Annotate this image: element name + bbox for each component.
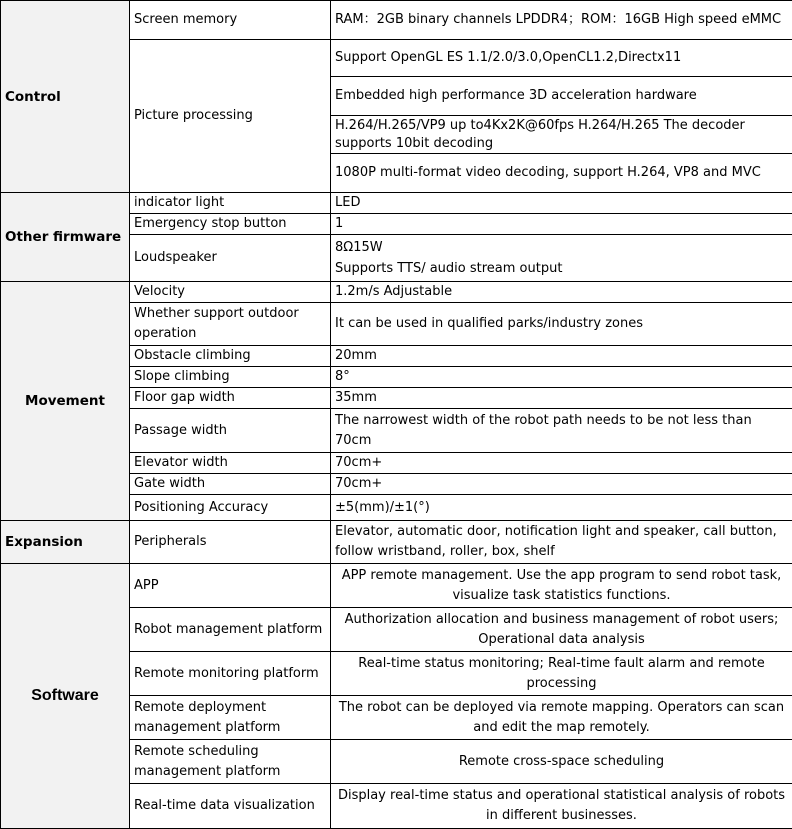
row-value-emergency-stop: 1 xyxy=(331,214,792,235)
row-value-remote-scheduling: Remote cross-space scheduling xyxy=(331,740,792,784)
table-row xyxy=(1,193,792,214)
table-row xyxy=(1,521,792,564)
section-movement: Movement xyxy=(1,282,130,521)
section-software: Software xyxy=(1,564,130,829)
row-value-obstacle: 20mm xyxy=(331,346,792,367)
row-value-elevator: 70cm+ xyxy=(331,453,792,474)
row-value-picture-processing-2: Embedded high performance 3D acceleration hardware xyxy=(331,77,792,116)
row-label-indicator-light: indicator light xyxy=(130,193,331,214)
loudspeaker-output: Supports TTS/ audio stream output xyxy=(335,261,563,276)
row-value-velocity: 1.2m/s Adjustable xyxy=(331,282,792,303)
row-value-gate: 70cm+ xyxy=(331,474,792,495)
section-other-firmware: Other firmware xyxy=(1,193,130,282)
row-value-screen-memory: RAM：2GB binary channels LPDDR4；ROM：16GB High speed eMMC xyxy=(331,1,792,40)
row-label-obstacle: Obstacle climbing xyxy=(130,346,331,367)
row-label-elevator: Elevator width xyxy=(130,453,331,474)
row-label-app: APP xyxy=(130,564,331,608)
row-value-picture-processing-1: Support OpenGL ES 1.1/2.0/3.0,OpenCL1.2,Directx11 xyxy=(331,40,792,77)
row-label-remote-deployment: Remote deployment management platform xyxy=(130,696,331,740)
loudspeaker-power: 8Ω15W xyxy=(335,240,383,255)
row-value-floor-gap: 35mm xyxy=(331,388,792,409)
row-value-realtime-viz: Display real-time status and operational statistical analysis of robots in different businesses. xyxy=(331,784,792,829)
row-value-positioning: ±5(mm)/±1(°) xyxy=(331,495,792,521)
row-value-loudspeaker xyxy=(331,235,792,282)
row-label-passage: Passage width xyxy=(130,409,331,453)
row-value-indicator-light: LED xyxy=(331,193,792,214)
row-value-picture-processing-3: H.264/H.265/VP9 up to4Kx2K@60fps H.264/H.265 The decoder supports 10bit decoding xyxy=(331,116,792,154)
row-value-robot-mgmt: Authorization allocation and business management of robot users; Operational data analysis xyxy=(331,608,792,652)
row-label-gate: Gate width xyxy=(130,474,331,495)
row-value-passage: The narrowest width of the robot path needs to be not less than 70cm xyxy=(331,409,792,453)
row-label-outdoor: Whether support outdoor operation xyxy=(130,303,331,346)
section-expansion: Expansion xyxy=(1,521,130,564)
row-value-app: APP remote management. Use the app program to send robot task, visualize task statistics functions. xyxy=(331,564,792,608)
row-label-remote-scheduling: Remote scheduling management platform xyxy=(130,740,331,784)
row-label-remote-monitoring: Remote monitoring platform xyxy=(130,652,331,696)
section-control: Control xyxy=(1,1,130,193)
row-label-peripherals: Peripherals xyxy=(130,521,331,564)
table-row xyxy=(1,564,792,608)
row-label-floor-gap: Floor gap width xyxy=(130,388,331,409)
row-value-remote-deployment: The robot can be deployed via remote mapping. Operators can scan and edit the map remotely. xyxy=(331,696,792,740)
row-value-slope: 8° xyxy=(331,367,792,388)
row-label-slope: Slope climbing xyxy=(130,367,331,388)
row-value-peripherals: Elevator, automatic door, notification light and speaker, call button, follow wristband, roller, box, shelf xyxy=(331,521,792,564)
row-value-picture-processing-4: 1080P multi-format video decoding, support H.264, VP8 and MVC xyxy=(331,154,792,193)
row-label-picture-processing: Picture processing xyxy=(130,40,331,193)
table-row xyxy=(1,282,792,303)
row-label-velocity: Velocity xyxy=(130,282,331,303)
row-label-loudspeaker: Loudspeaker xyxy=(130,235,331,282)
row-value-outdoor: It can be used in qualified parks/industry zones xyxy=(331,303,792,346)
row-label-emergency-stop: Emergency stop button xyxy=(130,214,331,235)
row-label-screen-memory: Screen memory xyxy=(130,1,331,40)
row-label-robot-mgmt: Robot management platform xyxy=(130,608,331,652)
table-row xyxy=(1,1,792,40)
row-label-realtime-viz: Real-time data visualization xyxy=(130,784,331,829)
row-value-remote-monitoring: Real-time status monitoring; Real-time fault alarm and remote processing xyxy=(331,652,792,696)
row-label-positioning: Positioning Accuracy xyxy=(130,495,331,521)
